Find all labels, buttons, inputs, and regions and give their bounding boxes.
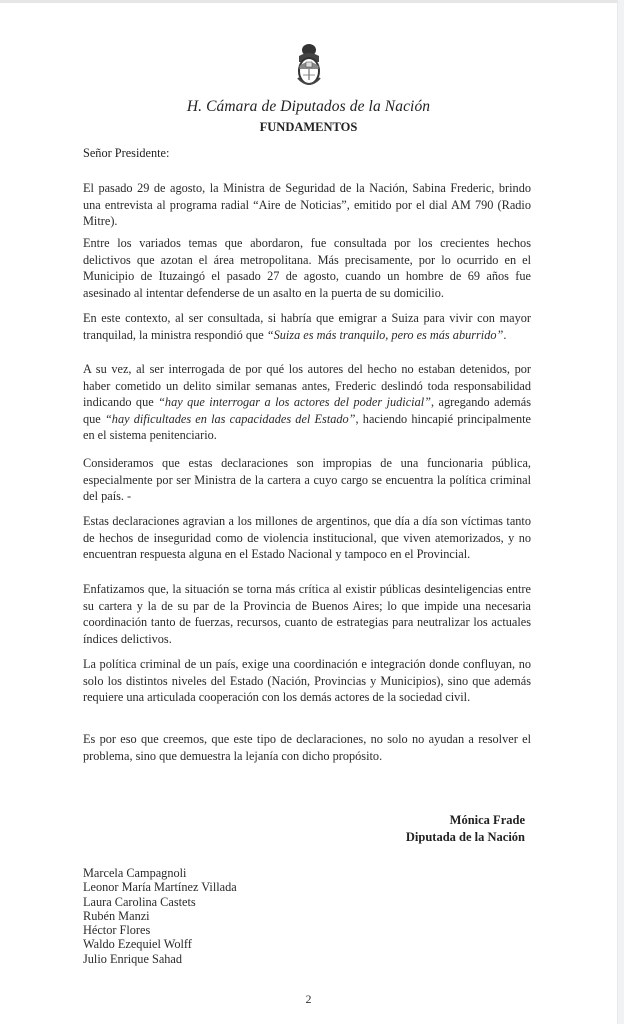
paragraph-text: Entre los variados temas que abordaron, fue consultada por los crecientes hechos delictivos que azotan el área metropolitana. Más precisamente, por lo ocurrido en el Municipio de Ituzaingó el pasado 27 de agosto, cuando un hombre de 69 años fue asesinado al intentar defenderse de un asalto en la puerta de su domicilio. <box>83 236 531 300</box>
paragraph-text: Enfatizamos que, la situación se torna más crítica al existir públicas desinteligencias entre su cartera y la de su par de la Provincia de Buenos Aires; lo que impide una necesaria coordinación tanto de fuerzas, recursos, cuanto de estrategias para neutralizar los actuales índices delictivos. <box>83 582 531 646</box>
cosigner: Julio Enrique Sahad <box>83 951 183 966</box>
paragraph-text: La política criminal de un país, exige una coordinación e integración donde confluyan, no solo los distintos niveles del Estado (Nación, Provincias y Municipios), sino que además requiere una articulada cooperación con los demás actores de la sociedad civil. <box>83 657 531 705</box>
cosigners-list <box>83 866 237 966</box>
quote-text: “hay que interrogar a los actores del poder judicial” <box>158 395 431 410</box>
paragraph-6 <box>83 513 531 563</box>
cosigner: Leonor María Martínez Villada <box>83 880 237 895</box>
paragraph-9 <box>83 731 531 764</box>
paragraph-text: A su vez, al ser interrogada de por qué los autores del hecho no estaban detenidos, por haber cometido un delito similar semanas antes, Frederic deslindó toda responsabilidad indicando que <box>83 362 531 410</box>
paragraph-3 <box>83 310 531 343</box>
paragraph-text: , agregando además que <box>83 395 531 426</box>
paragraph-text: , haciendo hincapié principalmente en el sistema penitenciario. <box>83 411 531 443</box>
cosigner: Waldo Ezequiel Wolff <box>83 937 192 952</box>
quote-text: “Suiza es más tranquilo, pero es más aburrido” <box>266 327 504 342</box>
coat-of-arms-icon <box>289 42 329 92</box>
signer-name: Mónica Frade <box>449 813 525 827</box>
cosigner: Héctor Flores <box>83 923 151 938</box>
signer-role: Diputada de la Nación <box>405 830 525 844</box>
paragraph-text: Es por eso que creemos, que este tipo de declaraciones, no solo no ayudan a resolver el problema, sino que demuestra la lejanía con dicho propósito. <box>83 732 531 763</box>
signature-block <box>406 812 525 846</box>
institution-name: H. Cámara de Diputados de la Nación <box>186 98 431 115</box>
page-number: 2 <box>305 992 312 1006</box>
paragraph-text: Estas declaraciones agravian a los millones de argentinos, que día a día son víctimas tanto de hechos de inseguridad como de violencia institucional, que viven atemorizados, y no encuentran respuesta alguna en el Estado Nacional y tampoco en el Provincial. <box>83 514 531 562</box>
paragraph-7 <box>83 581 531 647</box>
paragraph-4 <box>83 361 531 444</box>
paragraph-text: . <box>503 327 507 342</box>
quote-text: “hay dificultades en las capacidades del Estado” <box>104 411 356 426</box>
scrollbar-track[interactable] <box>617 0 624 1024</box>
section-title: FUNDAMENTOS <box>259 120 358 134</box>
paragraph-5 <box>83 455 531 505</box>
cosigner: Marcela Campagnoli <box>83 866 187 880</box>
cosigner: Rubén Manzi <box>83 908 150 923</box>
paragraph-2 <box>83 235 531 301</box>
salutation: Señor Presidente: <box>83 146 170 160</box>
paragraph-text: El pasado 29 de agosto, la Ministra de Seguridad de la Nación, Sabina Frederic, brindo una entrevista al programa radial “Aire de Noticias”, emitido por el dial AM 790 (Radio Mitre). <box>83 181 531 229</box>
paragraph-text: Consideramos que estas declaraciones son impropias de una funcionaria pública, especialmente por ser Ministra de la cartera a cuyo cargo se encuentra la política criminal del país. - <box>83 456 531 504</box>
paragraph-text: En este contexto, al ser consultada, si habría que emigrar a Suiza para vivir con mayor tranquilad, la ministra respondió que <box>83 311 531 342</box>
paragraph-8 <box>83 656 531 706</box>
paragraph-1 <box>83 180 531 230</box>
cosigner: Laura Carolina Castets <box>83 894 196 909</box>
